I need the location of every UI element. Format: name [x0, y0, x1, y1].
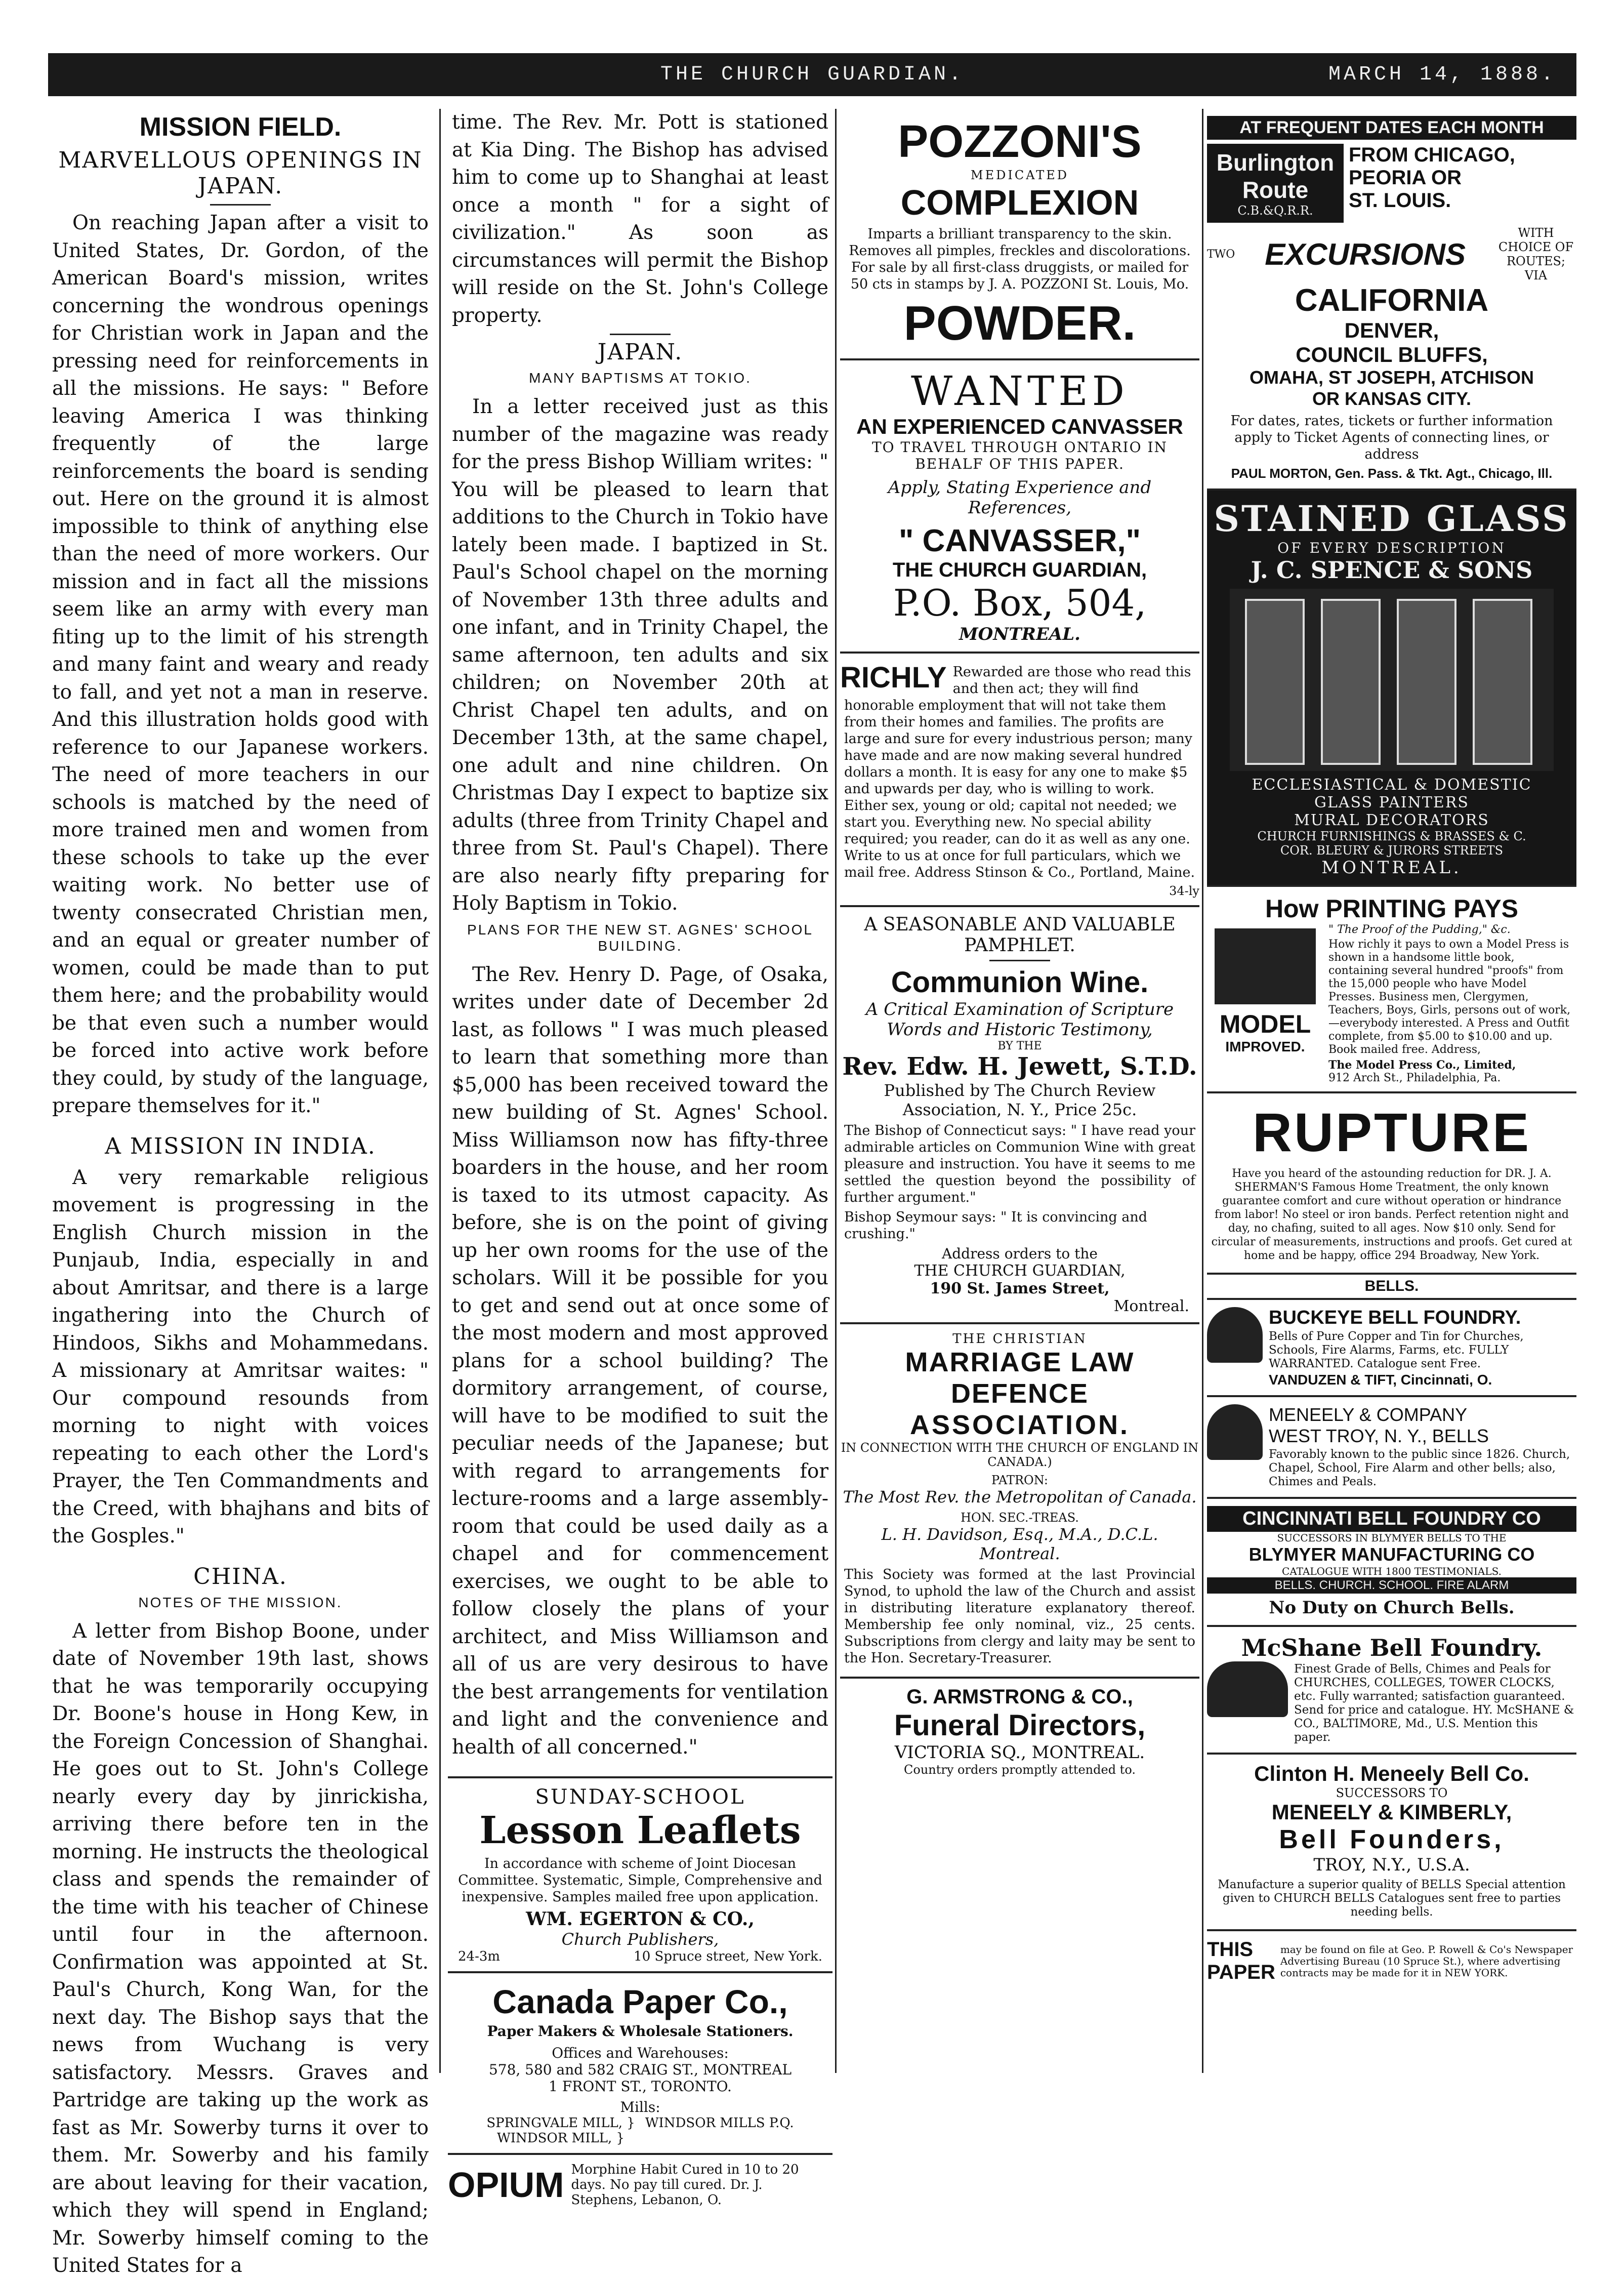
divider	[610, 334, 671, 335]
ad-address: VICTORIA SQ., MONTREAL.	[894, 1742, 1145, 1763]
ad-firm: G. ARMSTRONG & CO.,	[906, 1686, 1133, 1708]
ad-pub: Published by The Church Review Association, N. Y., Price 25c.	[884, 1081, 1156, 1119]
route-name: Route	[1242, 177, 1309, 203]
ad-sub: IN CONNECTION WITH THE CHURCH OF ENGLAND IN CANADA.)	[841, 1441, 1199, 1469]
sunday-school-ad	[448, 1776, 832, 1971]
ad-text: Finest Grade of Bells, Chimes and Peals for CHURCHES, COLLEGES, TOWER CLOCKS, etc. Fully warranted; satisfaction guaranteed. Send for price and catalogue. HY. McSHANE & CO., BALTIMORE, Md., U.S. Mention this paper.	[1294, 1662, 1574, 1744]
ad-title: BUCKEYE BELL FOUNDRY.	[1269, 1307, 1521, 1328]
column-rule	[835, 109, 837, 2073]
article-body: A letter from Bishop Boone, under date of November 19th last, shows that he was temporarily occupying Dr. Boone's house in Hong Kew, in the Foreign Concession of Shanghai. He goes out to St. John's College nearly every day by jinrickisha, arriving there before ten in the morning. He instructs the theological class and spends the remainder of the time with his teacher of Chinese until four in the afternoon. Confirmation was appointed at St. Paul's Church, Kong Wan, for the next day. The Bishop says that the news from Wuchang is very satisfactory. Messrs. Graves and Partridge are taking up the work as fast as Mr. Sowerby turns it over to them. Mr. Sowerby and his family are about leaving for their vacation, which they will spend in England; Mr. Sowerby himself coming to the United States for a	[52, 1619, 429, 2277]
ad-firm: VANDUZEN & TIFT, Cincinnati, O.	[1269, 1372, 1492, 1388]
marriage-law-ad	[840, 1322, 1199, 1677]
ad-proof: " The Proof of the Pudding," &c.	[1328, 923, 1511, 936]
chime-icon	[1207, 1661, 1288, 1717]
armstrong-ad	[840, 1677, 1199, 1784]
article-body: A very remarkable religious movement is progressing in the English Church mission in the Punjaub, India, especially in and about Amritsar, and there is a large ingathering into the Church of Hindoos, Sikhs and Mohammedans. A missionary at Amritsar waites: " Our compound resounds from morning to night with voices repeating to each other the Lord's Prayer, the Ten Commandments and the Creed, with bhajhans and bits of the Gosples."	[52, 1166, 429, 1548]
ad-blymyer: BLYMYER MANUFACTURING CO	[1248, 1544, 1535, 1565]
ad-complexion: COMPLEXION	[900, 183, 1139, 222]
ad-powder: POWDER.	[903, 296, 1136, 350]
stained-glass-illustration	[1230, 589, 1554, 771]
article-body: In a letter received just as this number of the magazine was ready for the press Bishop William writes: " You will be pleased to learn that additions to the Church in Tokio have lately been made. I baptized in St. Paul's School chapel on the morning of November 13th three adults and one infant, and in Trinity Chapel, the same afternoon, ten adults and six children; on November 20th at Christ Chapel ten adults, and on December 13th, at the same chapel, one adult and nine children. On Christmas Day I expect to baptize six adults (three from Trinity Chapel and three from St. Paul's Chapel). There are also nearly fifty preparing for Holy Baptism in Tokio.	[452, 395, 828, 915]
ad-city: MONTREAL.	[1321, 858, 1462, 878]
ad-city: MONTREAL.	[959, 624, 1080, 644]
ad-code: 24-3m	[458, 1949, 501, 1964]
buckeye-ad	[1207, 1298, 1576, 1395]
ad-code: 34-ly	[1169, 884, 1199, 898]
ad-text: TO TRAVEL THROUGH ONTARIO IN BEHALF OF THIS PAPER.	[871, 439, 1168, 472]
ad-title: Communion Wine.	[891, 966, 1149, 999]
newspaper-page	[48, 53, 1576, 2277]
clinton-ad	[1207, 1753, 1576, 1929]
column-4	[1207, 109, 1576, 2073]
ad-cities: PEORIA OR	[1349, 167, 1462, 189]
ad-text: Have you heard of the astounding reduction for DR. J. A. SHERMAN'S Famous Home Treatment, the only known guarantee comfort and cure without operation or hindrance from labor! No steel or iron bands. Perfect retention night and day, no chafing, suited to all ages. Now $10 only. Send for circular of measurements, instructions and proofs. Get cured at home and be happy, office 294 Broadway, New York.	[1211, 1167, 1572, 1262]
wanted-ad	[840, 358, 1199, 652]
divider	[210, 204, 271, 206]
mcshane-ad	[1207, 1625, 1576, 1753]
ad-california: CALIFORNIA	[1295, 283, 1489, 318]
ad-text: Rewarded are those who read this and then act; they will find honorable employment that will not take them from their homes and families. The profits are large and sure for every industrious person; many have made and are now making several hundred dollars a month. It is easy for any one to make $5 and upwards per day, who is willing to work. Either sex, young or old; capital not needed; we start you. Everything new. No special ability required; you reader, can do it as well as any one. Write to us at once for full particulars, which we mail free. Address Stinson & Co., Portland, Maine.	[844, 664, 1195, 880]
ad-street: 190 St. James Street,	[930, 1280, 1110, 1297]
ad-omaha: OMAHA, ST JOSEPH, ATCHISON	[1249, 367, 1534, 388]
ad-succ: SUCCESSORS TO	[1336, 1786, 1448, 1800]
pozzoni-ad	[840, 109, 1199, 358]
ad-title: Canada Paper Co.,	[492, 1983, 788, 2020]
richly-ad	[840, 652, 1199, 905]
ad-address: 912 Arch St., Philadelphia, Pa.	[1328, 1072, 1501, 1084]
article-title: CHINA.	[193, 1563, 287, 1590]
ad-choice: WITH CHOICE OF ROUTES; VIA	[1498, 226, 1574, 282]
ad-mural: MURAL DECORATORS	[1294, 811, 1489, 829]
article-title: A MISSION IN INDIA.	[105, 1133, 376, 1159]
article-subtitle: PLANS FOR THE NEW ST. AGNES' SCHOOL BUILDING.	[467, 921, 813, 954]
ad-patron: PATRON:	[991, 1473, 1048, 1487]
ad-cat: CATALOGUE WITH 1800 TESTIMONIALS.	[1282, 1565, 1502, 1577]
ad-city: Montreal.	[1113, 1297, 1189, 1315]
ad-title: Lesson Leaflets	[479, 1809, 801, 1852]
meneely-ad	[1207, 1395, 1576, 1497]
ad-hon-name: L. H. Davidson, Esq., M.A., D.C.L. Montreal.	[881, 1525, 1158, 1563]
ad-excursions: EXCURSIONS	[1265, 237, 1466, 271]
article-title: JAPAN.	[597, 339, 683, 365]
ad-address: 1 FRONT ST., TORONTO.	[549, 2078, 732, 2095]
ad-head: AT FREQUENT DATES EACH MONTH	[1207, 116, 1576, 140]
bell-icon	[1207, 1404, 1263, 1460]
ad-note: Country orders promptly attended to.	[904, 1763, 1136, 1777]
ad-head: SUNDAY-SCHOOL	[535, 1785, 745, 1809]
ad-canvasser: " CANVASSER,"	[899, 523, 1141, 558]
ad-agent: PAUL MORTON, Gen. Pass. & Tkt. Agt., Chicago, Ill.	[1231, 466, 1553, 481]
article-body: The Rev. Henry D. Page, of Osaka, writes under date of December 2d last, as follows " I was much pleased to learn that something more than $5,000 has been received toward the new building of St. Agnes' School. Miss Williamson now has fifty-three boarders in the house, and her room is taxed to its utmost capacity. As before, she is on the point of giving up her own rooms for the use of the scholars. Will it be possible for you to get and send out at once some of the most modern and most approved plans for a school building? The dormitory arrangement, of course, will have to be modified to suit the peculiar needs of the Japanese; but with regard to arrangements for lecture-rooms and a large assembly-room that could be used daily as a chapel and for commencement exercises, we ought to be able to follow closely the plans of your architect, and Miss Williamson and all of us are very desirous to have the best arrangements for ventilation and light and the convenience and health of all concerned."	[452, 963, 828, 1759]
ad-mills: Mills:	[620, 2099, 660, 2115]
ad-denver: DENVER,	[1344, 318, 1439, 342]
ad-text: Favorably known to the public since 1826. Church, Chapel, School, Fire Alarm and other bells; also, Chimes and Peals.	[1269, 1448, 1570, 1488]
ad-sub: A Critical Examination of Scripture Words and Historic Testimony,	[865, 999, 1174, 1040]
ad-cities: ST. LOUIS.	[1349, 189, 1451, 212]
ad-by: BY THE	[997, 1040, 1042, 1052]
ad-text: Morphine Habit Cured in 10 to 20 days. No pay till cured. Dr. J. Stephens, Lebanon, O.	[571, 2162, 799, 2208]
ad-council: COUNCIL BLUFFS,	[1296, 343, 1488, 367]
ad-improved: IMPROVED.	[1225, 1039, 1305, 1054]
ad-mill: WINDSOR MILLS P.Q.	[645, 2115, 794, 2131]
divider	[989, 960, 1050, 961]
ad-brand: POZZONI'S	[898, 116, 1142, 167]
bells-section	[1207, 1273, 1576, 1298]
ad-offices: Offices and Warehouses:	[552, 2045, 729, 2061]
ad-title: OPIUM	[448, 2165, 564, 2205]
ad-model: MODEL	[1219, 1010, 1311, 1038]
stained-glass-ad	[1207, 488, 1576, 885]
article-subtitle: MANY BAPTISMS AT TOKIO.	[529, 370, 752, 386]
ad-medicated: MEDICATED	[971, 168, 1069, 182]
ad-mill: SPRINGVALE MILL, }	[486, 2115, 635, 2131]
ad-hon: HON. SEC.-TREAS.	[961, 1511, 1079, 1525]
ad-text: In accordance with scheme of Joint Diocesan Committee. Systematic, Simple, Comprehensive and inexpensive. Samples mailed free upon application.	[458, 1856, 822, 1905]
ad-guardian: THE CHURCH GUARDIAN,	[892, 559, 1147, 581]
column-3	[840, 109, 1199, 2073]
ad-text: This Society was formed at the last Provincial Synod, to uphold the law of the Church and assist in distributing literature explanatory thereof. Membership fee only nominal, viz., 25 cents. Subscriptions from clergy and laity may be sent to the Hon. Secretary-Treasurer.	[844, 1567, 1195, 1666]
column-1	[48, 109, 433, 2277]
ad-order: Address orders to the	[942, 1245, 1098, 1262]
ad-painters: GLASS PAINTERS	[1314, 794, 1469, 811]
bell-icon	[1207, 1307, 1263, 1363]
route-name: Burlington	[1216, 149, 1335, 176]
ad-bells: BELLS. CHURCH. SCHOOL. FIRE ALARM	[1207, 1577, 1576, 1594]
ad-title: WEST TROY, N. Y., BELLS	[1269, 1426, 1489, 1446]
canada-paper-ad	[448, 1971, 832, 2153]
route-code: C.B.&Q.R.R.	[1237, 203, 1313, 218]
ad-founders: Bell Founders,	[1279, 1825, 1505, 1854]
section-heading: BELLS.	[1364, 1278, 1419, 1294]
ad-text: Manufacture a superior quality of BELLS Special attention given to CHURCH BELLS Catalogues sent free to parties needing bells.	[1218, 1878, 1566, 1919]
ad-from: FROM CHICAGO,	[1349, 144, 1515, 166]
ad-title: McShane Bell Foundry.	[1241, 1634, 1543, 1661]
ad-title: Funeral Directors,	[894, 1709, 1146, 1742]
burlington-ad	[1207, 109, 1576, 488]
ad-sub: OF EVERY DESCRIPTION	[1277, 540, 1506, 556]
ad-sub: Paper Makers & Wholesale Stationers.	[487, 2023, 794, 2040]
article-body: time. The Rev. Mr. Pott is stationed at Kia Ding. The Bishop has advised him to come up to Shanghai at least once a month " for a sight of civilization." As soon as circumstances will permit the Bishop will reside on the St. John's College property.	[452, 111, 828, 327]
ad-text: Imparts a brilliant transparency to the skin. Removes all pimples, freckles and discolorations. For sale by all first-class druggists, or mailed for 50 cts in stamps by J. A. POZZONI St. Louis, Mo.	[849, 226, 1191, 292]
ad-firm-sub: Church Publishers,	[561, 1930, 719, 1949]
ad-address: 578, 580 and 582 CRAIG ST., MONTREAL	[488, 2061, 792, 2078]
article-body: On reaching Japan after a visit to United States, Dr. Gordon, of the American Board's mission, writes concerning the wondrous openings for Christian work in Japan and the pressing need for reinforcements in all the missions. He says: " Before leaving America I was thinking frequently of the large reinforcements the board is sending out. Here on the ground it is almost impossible to think of anything else than the need of more workers. Our mission and in fact all the missions seem like an army with every man fiting up to the limit of his strength and many faint and weary and ready to fall, and yet not a man in reserve. And this illustration holds good with reference to our Japanese workers. The need of more teachers in our schools is matched by the need of more trained men and women from these schools to take up the ever waiting work. No better use of twenty consecrated Christian men, and an equal or greater number of women, could be made than to put them here; and the probability would be that even such a number would be forced into active work before they could, by study of the language, prepare themselves for it."	[52, 212, 429, 1117]
paper-title: THE CHURCH GUARDIAN.	[660, 63, 965, 86]
column-2	[448, 109, 832, 2208]
ad-title: CINCINNATI BELL FOUNDRY CO	[1207, 1506, 1576, 1532]
ad-title: RUPTURE	[1252, 1102, 1531, 1163]
ad-title: STAINED GLASS	[1214, 498, 1570, 540]
issue-date: MARCH 14, 1888.	[1328, 63, 1556, 86]
ad-kansas: OR KANSAS CITY.	[1312, 388, 1472, 409]
ad-sub: AN EXPERIENCED CANVASSER	[856, 415, 1183, 438]
article-title: MARVELLOUS OPENINGS IN JAPAN.	[58, 147, 423, 199]
ad-church: CHURCH FURNISHINGS & BRASSES & C.	[1257, 829, 1526, 843]
ad-succ: SUCCESSORS IN BLYMYER BELLS TO THE	[1277, 1532, 1507, 1544]
ad-city: TROY, N.Y., U.S.A.	[1313, 1855, 1470, 1875]
this-paper-ad	[1207, 1929, 1576, 1991]
ad-title: Clinton H. Meneely Bell Co.	[1254, 1762, 1529, 1785]
ad-text: How richly it pays to own a Model Press is shown in a handsome little book, containing several hundred "proofs" from the 15,000 people who have Model Presses. Business men, Clergymen, Teachers, Boys, Girls, persons out of work,—everybody interested. A Press and Outfit complete, from $5.00 to $10.00 and up. Book mailed free. Address,	[1328, 938, 1571, 1056]
ad-head: A SEASONABLE AND VALUABLE PAMPHLET.	[864, 914, 1176, 956]
cincinnati-ad	[1207, 1497, 1576, 1625]
ad-text: Bells of Pure Copper and Tin for Churches, Schools, Fire Alarms, Farms, etc. FULLY WARRANTED. Catalogue sent Free.	[1269, 1330, 1524, 1370]
ad-title: MENEELY & COMPANY	[1269, 1404, 1468, 1425]
ad-patron-name: The Most Rev. the Metropolitan of Canada.	[843, 1487, 1197, 1507]
ad-firm: WM. EGERTON & CO.,	[526, 1908, 755, 1930]
column-rule	[439, 109, 441, 2073]
ad-duty: No Duty on Church Bells.	[1269, 1598, 1515, 1618]
masthead-strip	[48, 53, 1576, 96]
ad-title: RICHLY	[840, 661, 947, 694]
ad-quote: The Bishop of Connecticut says: " I have read your admirable articles on Communion Wine with great pleasure and instruction. You have it seems to me settled the question beyond the possibility of further argument."	[844, 1123, 1195, 1205]
ad-box: P.O. Box, 504,	[893, 582, 1147, 624]
ad-mill: WINDSOR MILL, }	[497, 2131, 625, 2146]
ad-author: Rev. Edw. H. Jewett, S.T.D.	[842, 1052, 1197, 1081]
ad-quote: Bishop Seymour says: " It is convincing and crushing."	[844, 1209, 1148, 1242]
ad-info: For dates, rates, tickets or further information apply to Ticket Agents of connecting lines, or address	[1230, 413, 1553, 462]
ad-title: How PRINTING PAYS	[1265, 894, 1519, 923]
ad-eccl: ECCLESIASTICAL & DOMESTIC	[1252, 776, 1532, 794]
ad-text: may be found on file at Geo. P. Rowell & Co's Newspaper Advertising Bureau (10 Spruce St.), where advertising contracts may be made for it in NEW YORK.	[1280, 1943, 1573, 1979]
ad-firm: J. C. SPENCE & SONS	[1251, 556, 1533, 584]
printing-ad	[1207, 885, 1576, 1091]
ad-address: 10 Spruce street, New York.	[634, 1949, 822, 1964]
ad-guardian: THE CHURCH GUARDIAN,	[914, 1262, 1126, 1280]
ad-the: THE CHRISTIAN	[952, 1331, 1087, 1347]
ad-cor: COR. BLEURY & JURORS STREETS	[1280, 843, 1504, 858]
ad-title: WANTED	[911, 368, 1129, 415]
press-illustration	[1215, 928, 1316, 1004]
ad-apply: Apply, Stating Experience and References,	[888, 477, 1152, 518]
article-subtitle: NOTES OF THE MISSION.	[138, 1594, 343, 1610]
ad-firm: The Model Press Co., Limited,	[1328, 1058, 1516, 1072]
ad-two: TWO	[1207, 248, 1235, 261]
ad-title: THIS PAPER	[1207, 1938, 1275, 1983]
rupture-ad	[1207, 1091, 1576, 1273]
opium-ad	[448, 2153, 832, 2215]
pamphlet-ad	[840, 905, 1199, 1322]
ad-title: MARRIAGE LAW DEFENCE	[905, 1347, 1135, 1409]
ad-title: ASSOCIATION.	[909, 1410, 1130, 1440]
section-heading: MISSION FIELD.	[139, 112, 342, 142]
column-rule	[1202, 109, 1203, 2073]
ad-firm: MENEELY & KIMBERLY,	[1271, 1800, 1512, 1824]
